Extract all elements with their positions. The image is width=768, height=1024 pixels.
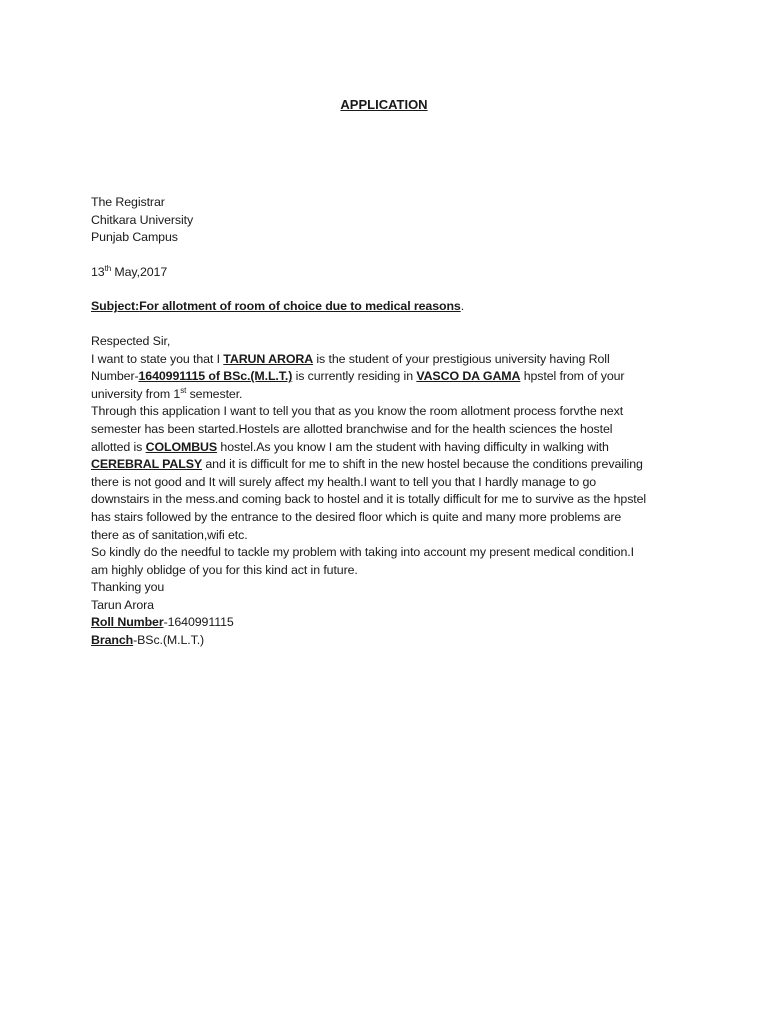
- paragraph-1-line-3: [91, 386, 691, 404]
- text-run: allotted is: [91, 439, 146, 454]
- document-title: APPLICATION: [340, 97, 428, 112]
- paragraph-2-line-4: [91, 456, 691, 474]
- date-day: 13: [91, 264, 105, 279]
- date-rest: May,2017: [111, 264, 168, 279]
- text-run: and it is difficult for me to shift in the new hostel because the conditions prevailing: [202, 457, 643, 472]
- text-run: hostel.As you know I am the student with having difficulty in walking with: [217, 439, 609, 454]
- paragraph-3-line-2: am highly oblidge of you for this kind act in future.: [91, 562, 358, 577]
- paragraph-2-line-2: semester has been started.Hostels are allotted branchwise and for the health sciences the hostel: [91, 421, 613, 436]
- salutation: Respected Sir,: [91, 333, 171, 348]
- date-suffix: th: [104, 263, 112, 273]
- paragraph-1-line-2: [91, 368, 691, 386]
- roll-course: 1640991115 of BSc.(M.L.T.): [138, 369, 293, 384]
- paragraph-2-line-8: there as of sanitation,wifi etc.: [91, 527, 248, 542]
- paragraph-2-line-3: [91, 439, 691, 457]
- paragraph-2-line-7: has stairs followed by the entrance to the desired floor which is quite and many more problems are: [91, 509, 622, 524]
- allotted-hostel: COLOMBUS: [145, 439, 218, 454]
- subject-label: Subject:: [91, 299, 140, 314]
- signature-roll: [91, 614, 691, 632]
- text-run: hpstel from of your: [520, 369, 625, 384]
- text-run: is currently residing in: [292, 369, 417, 384]
- text-run: university from 1: [91, 386, 181, 401]
- letter-date: [91, 264, 691, 282]
- medical-condition: CEREBRAL PALSY: [91, 457, 203, 472]
- paragraph-2-line-5: there is not good and It will surely affect my health.I want to tell you that I hardly manage to go: [91, 474, 597, 489]
- address-line-1: The Registrar: [91, 195, 165, 209]
- student-name: TARUN ARORA: [223, 351, 314, 366]
- branch-value: -BSc.(M.L.T.): [133, 633, 205, 648]
- closing-thanks: Thanking you: [91, 580, 165, 595]
- signature-branch: [91, 632, 691, 650]
- text-run: Number-: [91, 369, 139, 384]
- subject-text: For allotment of room of choice due to medical reasons: [139, 299, 461, 314]
- address-line-3: Punjab Campus: [91, 230, 178, 245]
- address-line-2: Chitkara University: [91, 212, 194, 227]
- paragraph-2-line-6: downstairs in the mess.and coming back to hostel and it is totally difficult for me to survive as the hpstel: [91, 492, 647, 507]
- branch-label: Branch: [91, 633, 134, 648]
- current-hostel: VASCO DA GAMA: [416, 369, 521, 384]
- paragraph-2-line-1: Through this application I want to tell you that as you know the room allotment process forvthe next: [91, 404, 624, 419]
- text-run: is the student of your prestigious university having Roll: [313, 351, 610, 366]
- superscript: st: [180, 385, 187, 395]
- signature-name: Tarun Arora: [91, 597, 154, 612]
- subject-line: [91, 298, 691, 316]
- roll-value: -1640991115: [163, 615, 234, 630]
- text-run: semester.: [186, 386, 243, 401]
- paragraph-3-line-1: So kindly do the needful to tackle my problem with taking into account my present medical condition.I: [91, 545, 634, 560]
- subject-end: .: [460, 299, 465, 314]
- roll-label: Roll Number: [91, 615, 164, 630]
- text-run: I want to state you that I: [91, 351, 224, 366]
- letter-body: [91, 194, 691, 650]
- paragraph-1-line-1: [91, 351, 691, 369]
